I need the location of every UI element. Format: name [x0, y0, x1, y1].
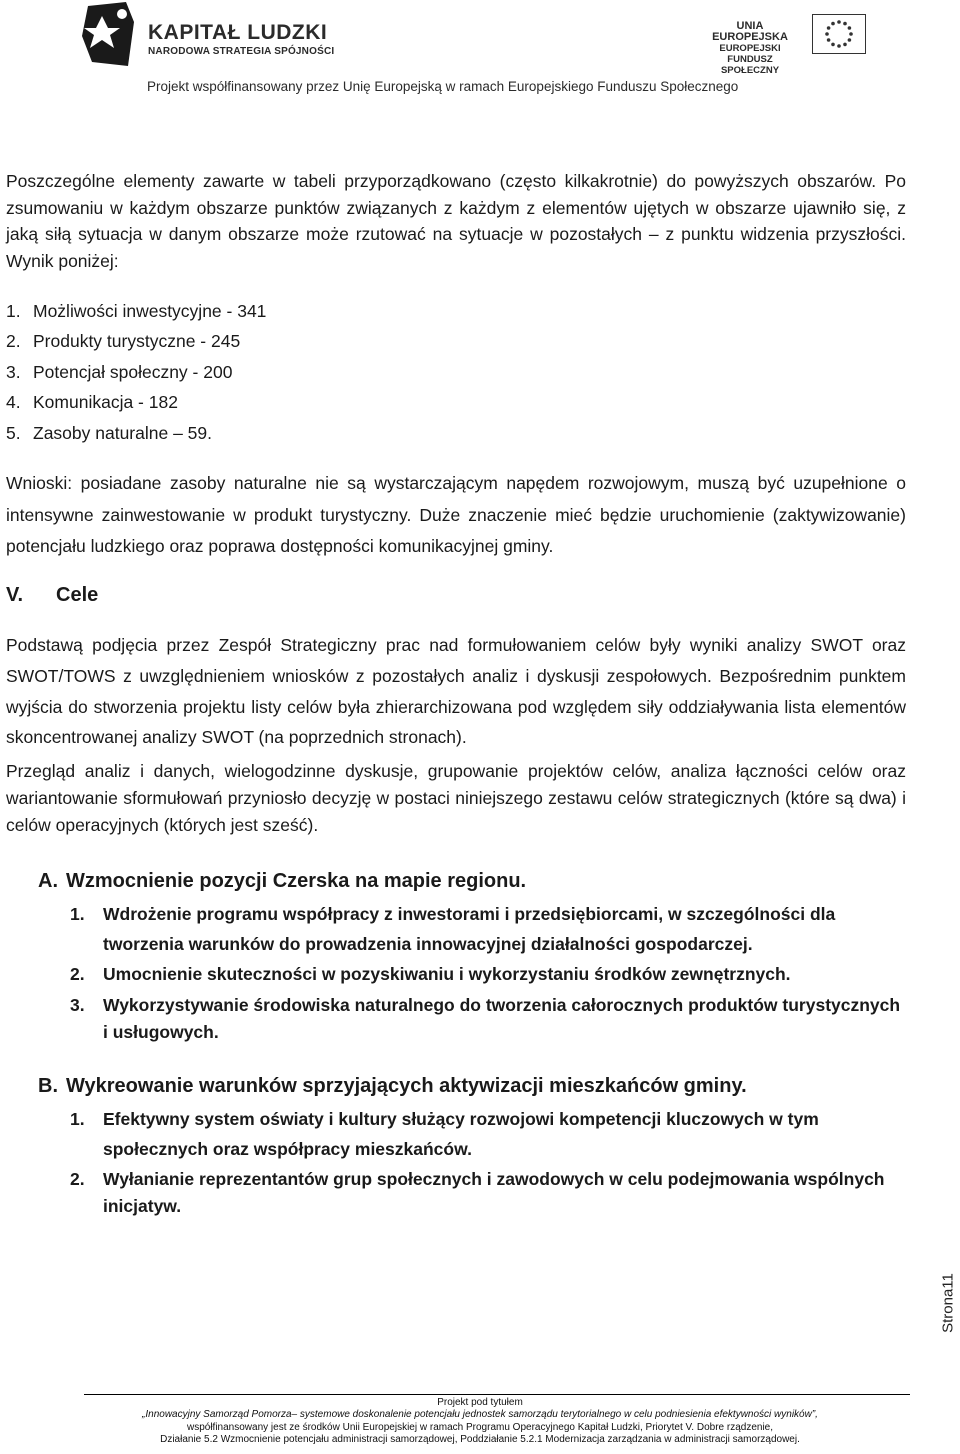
- list-item: [6, 357, 906, 388]
- goal-letter: B.: [38, 1074, 58, 1097]
- cofinancing-line: Projekt współfinansowany przez Unię Europejską w ramach Europejskiego Funduszu Społecznego: [147, 79, 739, 94]
- strategic-goal-heading: [6, 866, 906, 896]
- page-content: [6, 168, 906, 1220]
- item-text: Produkty turystyczne - 245: [33, 331, 241, 352]
- item-number: 1.: [6, 300, 21, 321]
- eu-line-1: UNIA EUROPEJSKA: [712, 20, 788, 43]
- kl-subtitle: NARODOWA STRATEGIA SPÓJNOŚCI: [148, 46, 335, 57]
- footer-line-4: Działanie 5.2 Wzmocnienie potencjału administracji samorządowej, Poddziałanie 5.2.1 Modernizacja zarządzania w administracji samorządowej.: [160, 1433, 800, 1445]
- list-item: [6, 326, 906, 357]
- section-number: V.: [6, 583, 24, 606]
- review-paragraph: Przegląd analiz i danych, wielogodzinne dyskusje, grupowanie projektów celów, analiza łączności celów oraz wariantowanie sformułowań przyniosło decyzję w postaci niniejszego zestawu celów strategicznych (które są dwa) i celów operacyjnych (których jest sześć).: [6, 761, 906, 835]
- item-text: Wdrożenie programu współpracy z inwestorami i przedsiębiorcami, w szczególności dla tworzenia warunków do prowadzenia innowacyjnej działalności gospodarczej.: [103, 903, 836, 954]
- page-number-label: Strona11: [939, 1273, 957, 1333]
- item-text: Zasoby naturalne – 59.: [33, 422, 213, 443]
- list-item: [6, 992, 906, 1046]
- item-number: 1.: [70, 1108, 85, 1129]
- goal-title: Wzmocnienie pozycji Czerska na mapie regionu.: [66, 869, 527, 892]
- item-number: 3.: [6, 361, 21, 382]
- footer-line-1: Projekt pod tytułem: [437, 1397, 523, 1408]
- eu-line-2: EUROPEJSKI: [719, 43, 781, 54]
- list-item: [6, 387, 906, 418]
- item-text: Umocnienie skuteczności w pozyskiwaniu i wykorzystaniu środków zewnętrznych.: [103, 963, 791, 984]
- item-text: Efektywny system oświaty i kultury służący rozwojowi kompetencji kluczowych w tym społecznych oraz współpracy mieszkańców.: [103, 1108, 819, 1159]
- page-header: [0, 0, 960, 105]
- page-footer: [70, 1397, 890, 1446]
- item-text: Potencjał społeczny - 200: [33, 361, 233, 382]
- kapital-ludzki-logo-icon: [78, 2, 138, 68]
- results-list: [6, 296, 906, 449]
- list-item: [6, 1104, 906, 1165]
- strategic-goal-heading: [6, 1071, 906, 1101]
- footer-divider: [84, 1394, 910, 1395]
- item-text: Wyłanianie reprezentantów grup społecznych i zawodowych w celu podejmowania wspólnych inicjatyw.: [103, 1168, 885, 1216]
- item-text: Komunikacja - 182: [33, 392, 178, 413]
- goal-letter: A.: [38, 869, 58, 892]
- list-item: [6, 899, 906, 960]
- item-number: 4.: [6, 392, 21, 413]
- eu-wordmark: [698, 21, 802, 76]
- list-item: [6, 1166, 906, 1220]
- footer-line-2: „Innowacyjny Samorząd Pomorza– systemowe doskonalenie potencjału jednostek samorządu terytorialnego w celu podniesienia efektywności wyników”,: [142, 1409, 818, 1421]
- list-item: [6, 418, 906, 449]
- item-number: 5.: [6, 422, 21, 443]
- kl-title: KAPITAŁ LUDZKI: [148, 21, 328, 44]
- section-heading: [6, 580, 906, 610]
- intro-paragraph: Poszczególne elementy zawarte w tabeli przyporządkowano (często kilkakrotnie) do powyższych obszarów. Po zsumowaniu w każdym obszarze punktów związanych z każdym z elementów ujętych w obszarze ujawniło się, z jaką siłą sytuacja w danym obszarze może rzutować na sytuacje w pozostałych – z punktu widzenia przyszłości. Wynik poniżej:: [6, 171, 906, 272]
- conclusions-paragraph: Wnioski: posiadane zasoby naturalne nie są wystarczającym napędem rozwojowym, muszą być uzupełnione o intensywne zainwestowanie w produkt turystyczny. Duże znaczenie mieć będzie uruchomienie (zaktywizowanie) potencjału ludzkiego oraz poprawa dostępności komunikacyjnej gminy.: [6, 473, 906, 556]
- item-number: 2.: [70, 963, 85, 984]
- list-item: [6, 961, 906, 988]
- item-number: 1.: [70, 903, 85, 924]
- kapital-ludzki-wordmark: [148, 22, 334, 57]
- page-number: [938, 1268, 958, 1338]
- item-number: 2.: [6, 331, 21, 352]
- eu-flag-icon: [812, 14, 866, 54]
- operational-goals-list: [6, 899, 906, 1046]
- item-number: 2.: [70, 1168, 85, 1189]
- item-text: Wykorzystywanie środowiska naturalnego do tworzenia całorocznych produktów turystycznych i usługowych.: [103, 994, 901, 1042]
- operational-goals-list: [6, 1104, 906, 1220]
- list-item: [6, 296, 906, 327]
- eu-line-3: FUNDUSZ SPOŁECZNY: [720, 54, 780, 76]
- goal-title: Wykreowanie warunków sprzyjających aktywizacji mieszkańców gminy.: [66, 1074, 747, 1097]
- item-number: 3.: [70, 994, 85, 1015]
- section-title: Cele: [56, 583, 99, 606]
- footer-line-3: współfinansowany jest ze środków Unii Europejskiej w ramach Programu Operacyjnego Kapitał Ludzki, Priorytet V. Dobre rządzenie,: [186, 1421, 774, 1433]
- basis-paragraph: Podstawą podjęcia przez Zespół Strategiczny prac nad formułowaniem celów były wyniki analizy SWOT oraz SWOT/TOWS z uwzględnieniem wniosków z pozostałych analiz i dyskusji zespołowych. Bezpośrednim punktem wyjścia do stworzenia projektu listy celów była zhierarchizowana pod względem siły oddziaływania lista elementów skoncentrowanej analizy SWOT (na poprzednich stronach).: [6, 634, 906, 748]
- item-text: Możliwości inwestycyjne - 341: [33, 300, 267, 321]
